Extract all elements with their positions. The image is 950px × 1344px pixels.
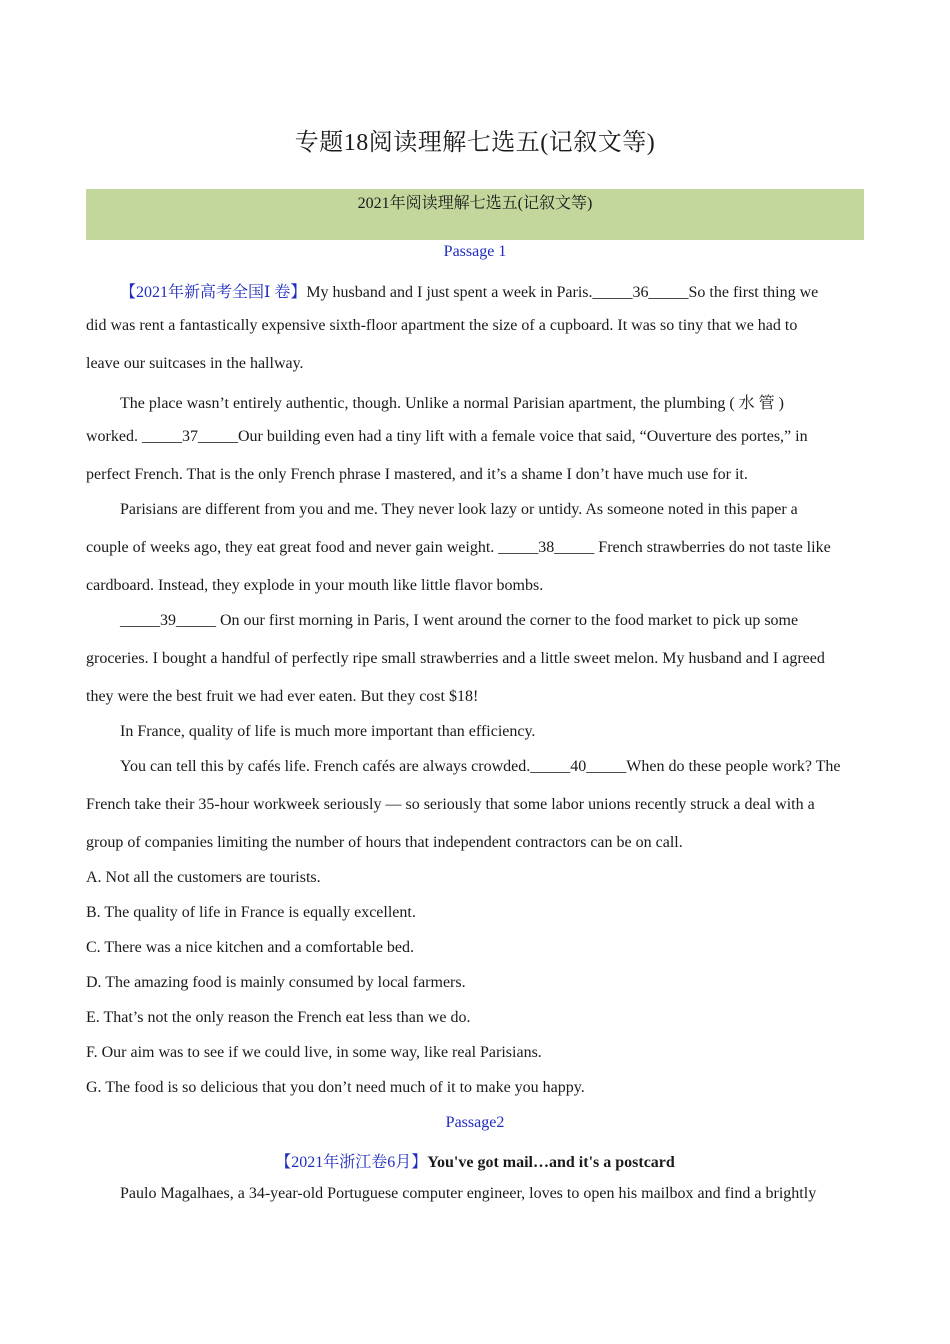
option-a: A. Not all the customers are tourists. <box>86 869 321 886</box>
passage1-para6-line2: French take their 35-hour workweek seriously — so seriously that some labor unions recently struck a deal with a <box>86 796 815 813</box>
text-run: worked. <box>86 428 142 445</box>
passage1-para3-line2 <box>86 539 864 557</box>
passage2-heading: Passage2 <box>445 1114 505 1131</box>
passage1-para1-line1 <box>86 279 898 302</box>
passage1-para3-line3: cardboard. Instead, they explode in your mouth like little flavor bombs. <box>86 577 544 594</box>
option-c: C. There was a nice kitchen and a comfortable bed. <box>86 939 415 956</box>
passage1-para2-line1: The place wasn’t entirely authentic, though. Unlike a normal Parisian apartment, the plumbing ( 水 管 ) <box>120 395 784 412</box>
passage1-para4-line1 <box>86 612 898 630</box>
source-label: 【2021年新高考全国Ⅰ 卷】 <box>120 284 307 301</box>
passage1-para1-line2: did was rent a fantastically expensive sixth-floor apartment the size of a cupboard. It was so tiny that we had to <box>86 317 798 334</box>
option-f: F. Our aim was to see if we could live, in some way, like real Parisians. <box>86 1044 542 1061</box>
option-e: E. That’s not the only reason the French eat less than we do. <box>86 1009 471 1026</box>
section-banner: 2021年阅读理解七选五(记叙文等) <box>86 189 864 240</box>
blank-38: _____38_____ <box>498 539 595 556</box>
text-run: On our first morning in Paris, I went around the corner to the food market to pick up some <box>216 612 799 629</box>
text-run: French strawberries do not taste like <box>594 539 831 556</box>
passage1-para6-line3: group of companies limiting the number of hours that independent contractors can be on call. <box>86 834 683 851</box>
passage2-para1-line1: Paulo Magalhaes, a 34-year-old Portuguese computer engineer, loves to open his mailbox and find a brightly <box>120 1185 817 1202</box>
text-run: couple of weeks ago, they eat great food and never gain weight. <box>86 539 499 556</box>
passage1-para1-line3: leave our suitcases in the hallway. <box>86 355 304 372</box>
page-title: 专题18阅读理解七选五(记叙文等) <box>294 130 656 156</box>
text-run: Our building even had a tiny lift with a female voice that said, “Ouverture des portes,” in <box>237 428 808 445</box>
passage1-para2-line3: perfect French. That is the only French phrase I mastered, and it’s a shame I don’t have much use for it. <box>86 466 748 483</box>
blank-40: _____40_____ <box>530 758 627 775</box>
option-d: D. The amazing food is mainly consumed by local farmers. <box>86 974 466 991</box>
text-run: You can tell this by cafés life. French cafés are always crowded. <box>120 758 531 775</box>
passage1-para5: In France, quality of life is much more important than efficiency. <box>120 723 536 740</box>
blank-36: _____36_____ <box>592 284 689 301</box>
text-run: My husband and I just spent a week in Paris. <box>306 284 593 301</box>
passage1-heading: Passage 1 <box>443 243 507 260</box>
option-g: G. The food is so delicious that you don’t need much of it to make you happy. <box>86 1079 585 1096</box>
blank-37: _____37_____ <box>141 428 238 445</box>
passage2-title: You've got mail…and it's a postcard <box>427 1154 675 1171</box>
passage1-para4-line3: they were the best fruit we had ever eaten. But they cost $18! <box>86 688 479 705</box>
passage1-para4-line2: groceries. I bought a handful of perfectly ripe small strawberries and a little sweet melon. My husband and I agreed <box>86 650 825 667</box>
source-label: 【2021年浙江卷6月】 <box>275 1154 428 1171</box>
text-run: When do these people work? The <box>626 758 841 775</box>
passage1-para6-line1 <box>86 758 898 776</box>
passage1-para2-line2 <box>86 428 864 446</box>
passage2-title-line <box>86 1149 864 1172</box>
passage1-para3-line1: Parisians are different from you and me. They never look lazy or untidy. As someone noted in this paper a <box>120 501 798 518</box>
option-b: B. The quality of life in France is equally excellent. <box>86 904 416 921</box>
text-run: So the first thing we <box>688 284 819 301</box>
blank-39: _____39_____ <box>120 612 216 629</box>
